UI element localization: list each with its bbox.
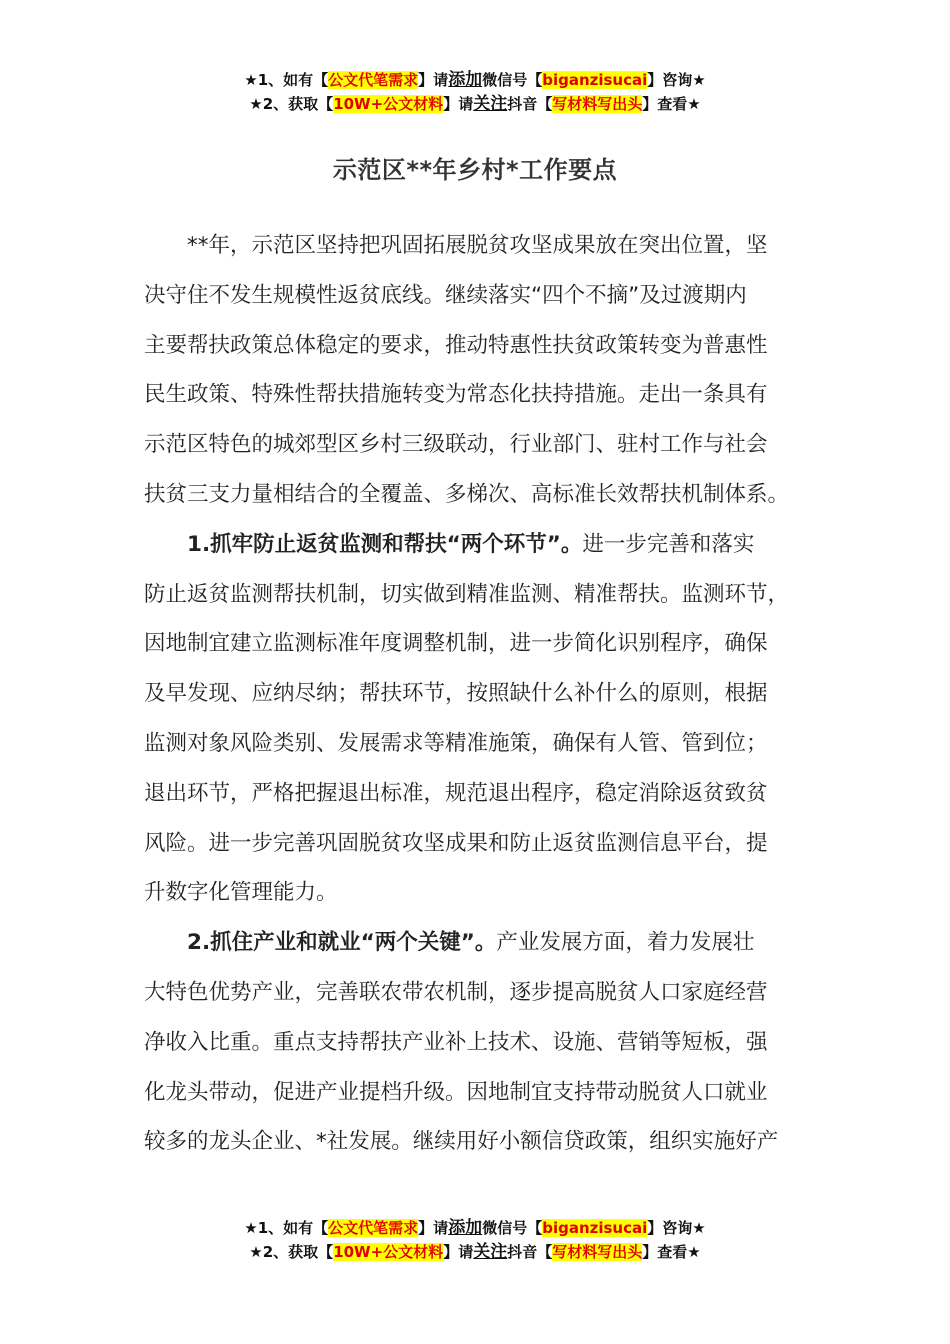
bottom-banner: [0, 1216, 950, 1264]
highlight-wechat-id: biganzisucai: [542, 1219, 648, 1237]
highlight-wechat-id: biganzisucai: [542, 71, 648, 89]
section-2-paragraph: 2.抓住产业和就业“两个关键”。产业发展方面，着力发展壮 大特色优势产业，完善联农带农机制，逐步提高脱贫人口家庭经营 净收入比重。重点支持帮扶产业补上技术、设施、营销等短板，强 化龙头带动，促进产业提档升级。因地制宜支持带动脱贫人口就业 较多的龙头企业、*社发展。继续用好小额信贷政策，组织实施好产: [144, 930, 779, 1155]
section-1-paragraph: 1.抓牢防止返贫监测和帮扶“两个环节”。进一步完善和落实 防止返贫监测帮扶机制，切实做到精准监测、精准帮扶。监测环节， 因地制宜建立监测标准年度调整机制，进一步简化识别程序，确保 及早发现、应纳尽纳；帮扶环节，按照缺什么补什么的原则，根据 监测对象风险类别、发展需求等精准施策，确保有人管、管到位； 退出环节，严格把握退出标准，规范退出程序，稳定消除返贫致贫 风险。进一步完善巩固脱贫攻坚成果和防止返贫监测信息平台，提 升数字化管理能力。: [144, 531, 790, 906]
highlight-service: 公文代笔需求: [328, 71, 419, 89]
banner-line-2: ★2、获取【10W+公文材料】请关注抖音【写材料写出头】查看★: [249, 94, 701, 114]
highlight-materials: 10W+公文材料: [333, 1243, 444, 1261]
intro-paragraph: **年，示范区坚持把巩固拓展脱贫攻坚成果放在突出位置，坚 决守住不发生规模性返贫底线。继续落实“四个不摘”及过渡期内 主要帮扶政策总体稳定的要求，推动特惠性扶贫政策转变为普惠性 民生政策、特殊性帮扶措施转变为常态化扶持措施。走出一条具有 示范区特色的城郊型区乡村三级联动，行业部门、驻村工作与社会 扶贫三支力量相结合的全覆盖、多梯次、高标准长效帮扶机制体系。: [144, 233, 790, 507]
banner-line-1: ★1、如有【公文代笔需求】请添加微信号【biganzisucai】咨询★: [244, 1218, 706, 1238]
highlight-douyin: 写材料写出头: [552, 95, 643, 113]
section-2-heading: 2.抓住产业和就业“两个关键”。: [144, 930, 497, 956]
document-body: [144, 221, 812, 1167]
section-1-heading: 1.抓牢防止返贫监测和帮扶“两个环节”。: [144, 531, 583, 557]
document-title: 示范区**年乡村*工作要点: [332, 156, 618, 184]
highlight-materials: 10W+公文材料: [333, 95, 444, 113]
highlight-service: 公文代笔需求: [328, 1219, 419, 1237]
banner-line-1: ★1、如有【公文代笔需求】请添加微信号【biganzisucai】咨询★: [244, 70, 706, 90]
highlight-douyin: 写材料写出头: [552, 1243, 643, 1261]
banner-line-2: ★2、获取【10W+公文材料】请关注抖音【写材料写出头】查看★: [249, 1242, 701, 1262]
top-banner: [0, 68, 950, 116]
